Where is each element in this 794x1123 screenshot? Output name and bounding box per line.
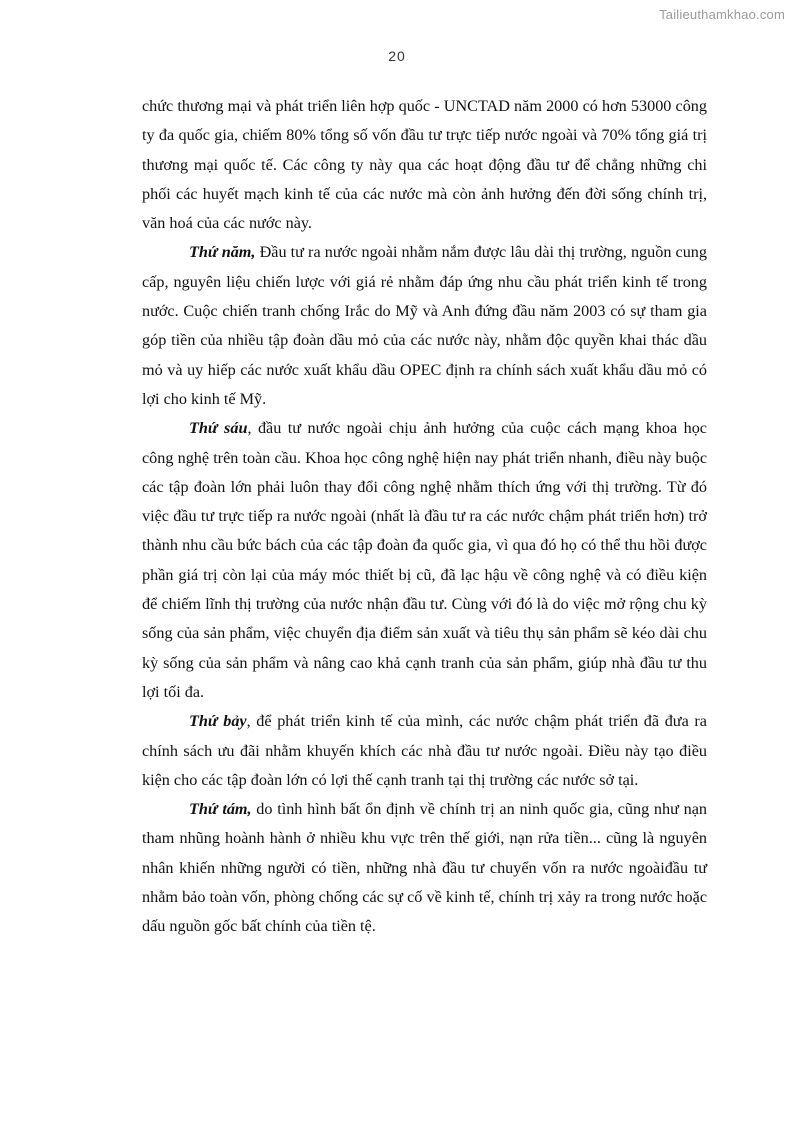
paragraph-text: , đầu tư nước ngoài chịu ảnh hưởng của cuộc cách mạng khoa học công nghệ trên toàn cầu. Khoa học công nghệ hiện nay phát triển nhanh, điều này buộc các tập đoàn lớn phải luôn thay đổi công nghệ nhằm thích ứng với thị trường. Từ đó việc đầu tư trực tiếp ra nước ngoài (nhất là đầu tư ra các nước chậm phát triển hơn) trở thành nhu cầu bức bách của các tập đoàn đa quốc gia, vì qua đó họ có thể thu hồi được phần giá trị còn lại của máy móc thiết bị cũ, đã lạc hậu về công nghệ và có điều kiện để chiếm lĩnh thị trường của nước nhận đầu tư. Cùng với đó là do việc mở rộng chu kỳ sống của sản phẩm, việc chuyển địa điểm sản xuất và tiêu thụ sản phẩm sẽ kéo dài chu kỳ sống của sản phẩm và nâng cao khả cạnh tranh của sản phẩm, giúp nhà đầu tư thu lợi tối đa.	[142, 419, 707, 701]
paragraph-text: do tình hình bất ổn định về chính trị an ninh quốc gia, cũng như nạn tham nhũng hoành hành ở nhiều khu vực trên thế giới, nạn rửa tiền... cũng là nguyên nhân khiến những người có tiền, những nhà đầu tư chuyển vốn ra nước ngoàiđầu tư nhằm bảo toàn vốn, phòng chống các sự cố về kinh tế, chính trị xảy ra trong nước hoặc dấu nguồn gốc bất chính của tiền tệ.	[142, 800, 707, 936]
paragraph-lead: Thứ bảy	[189, 712, 247, 731]
paragraph-thu-sau	[142, 414, 707, 707]
document-body	[142, 92, 707, 942]
paragraph-text: , để phát triển kinh tế của mình, các nước chậm phát triển đã đưa ra chính sách ưu đãi nhằm khuyến khích các nhà đầu tư nước ngoài. Điều này tạo điều kiện cho các tập đoàn lớn có lợi thế cạnh tranh tại thị trường các nước sở tại.	[142, 712, 707, 789]
paragraph-text: Đầu tư ra nước ngoài nhằm nắm được lâu dài thị trường, nguồn cung cấp, nguyên liệu chiến lược với giá rẻ nhằm đáp ứng nhu cầu phát triển kinh tế trong nước. Cuộc chiến tranh chống Irắc do Mỹ và Anh đứng đầu năm 2003 có sự tham gia góp tiền của nhiều tập đoàn dầu mỏ của các nước này, nhằm độc quyền khai thác dầu mỏ và uy hiếp các nước xuất khẩu dầu OPEC định ra chính sách xuất khẩu dầu mỏ có lợi cho kinh tế Mỹ.	[142, 243, 707, 408]
paragraph-thu-bay	[142, 707, 707, 795]
paragraph-thu-nam	[142, 238, 707, 414]
page-number: 20	[388, 48, 406, 64]
paragraph-lead: Thứ sáu	[189, 419, 248, 438]
paragraph-text: chức thương mại và phát triển liên hợp quốc - UNCTAD năm 2000 có hơn 53000 công ty đa quốc gia, chiếm 80% tổng số vốn đầu tư trực tiếp nước ngoài và 70% tổng giá trị thương mại quốc tế. Các công ty này qua các hoạt động đầu tư để chẳng những chi phối các huyết mạch kinh tế của các nước mà còn ảnh hưởng đến đời sống chính trị, văn hoá của các nước này.	[142, 97, 707, 233]
paragraph-lead: Thứ năm,	[189, 243, 256, 262]
watermark: Tailieuthamkhao.com	[659, 7, 785, 22]
paragraph-lead: Thứ tám,	[189, 800, 252, 819]
paragraph-intro-continuation	[142, 92, 707, 238]
paragraph-thu-tam	[142, 795, 707, 941]
